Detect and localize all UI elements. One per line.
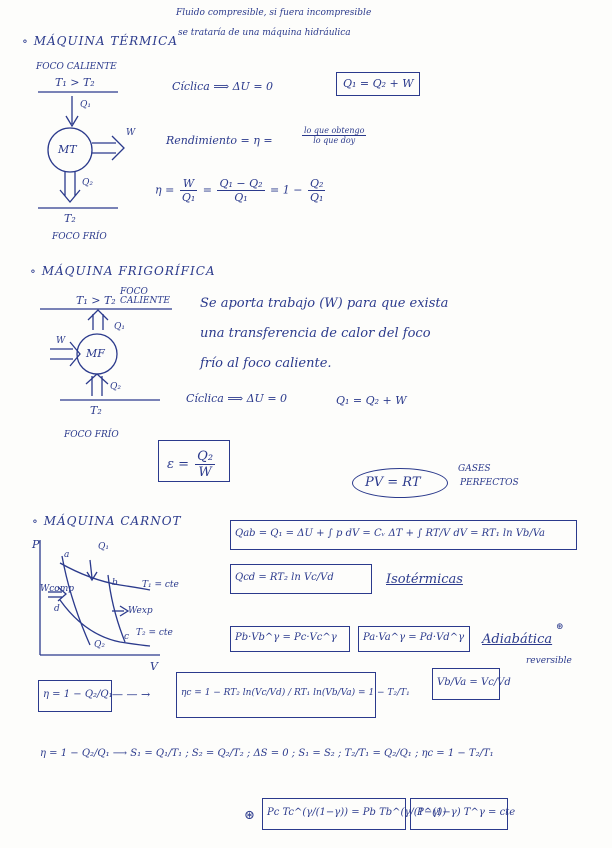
balance-eq: Q₁ = Q₂ + W bbox=[343, 77, 414, 90]
rendimiento-label: Rendimiento = η = bbox=[166, 134, 273, 147]
q2-arrow bbox=[60, 190, 80, 202]
eta-q-eq: η = 1 − Q₂/Q₁ bbox=[43, 689, 113, 700]
wexp-label: Wexp bbox=[128, 606, 153, 616]
t1-gt-t2: T₁ > T₂ bbox=[55, 76, 95, 89]
p-axis-label: P bbox=[32, 538, 40, 551]
t1-cte-label: T₁ = cte bbox=[142, 580, 179, 590]
note-line-2: se trataría de una máquina hidráulica bbox=[178, 28, 351, 38]
w-arrow bbox=[112, 136, 124, 160]
mf-t2-label: T₂ bbox=[90, 404, 102, 417]
note-line-1: Fluido compresible, si fuera incompresible bbox=[176, 8, 372, 18]
bullet-icon: ∘ bbox=[30, 264, 42, 278]
rend-num: lo que obtengo bbox=[304, 126, 365, 135]
ciclica-eq: Cíclica ⟹ ΔU = 0 bbox=[172, 80, 274, 93]
qcd-eq: Qcd = RT₂ ln Vc/Vd bbox=[235, 572, 334, 583]
mf-t1-gt-t2: T₁ > T₂ bbox=[76, 294, 116, 307]
eta-carnot-box bbox=[176, 672, 410, 718]
eq1-den: Q₁ bbox=[181, 191, 196, 204]
foco-caliente-label: FOCO CALIENTE bbox=[36, 62, 117, 72]
q2-label: Q₂ bbox=[82, 178, 93, 188]
t2-label: T₂ bbox=[64, 212, 76, 225]
gas-eq: PV = RT bbox=[365, 475, 421, 490]
adiabatica-label: Adiabática bbox=[482, 632, 553, 647]
adiab2-box bbox=[358, 626, 470, 652]
q1-abs-label: Q₁ bbox=[98, 542, 109, 552]
final-eq-2: P^(1−γ) T^γ = cte bbox=[417, 807, 516, 818]
mf-q1-arrow bbox=[88, 310, 108, 320]
eps-num: Q₂ bbox=[197, 449, 214, 464]
ratio-eq: Vb/Va = Vc/Vd bbox=[437, 677, 511, 688]
mf-w-label: W bbox=[56, 336, 66, 346]
qab-eq: Qab = Q₁ = ΔU + ∫ p dV = Cᵥ ΔT + ∫ RT/V dV = RT₁ ln Vb/Va bbox=[235, 528, 545, 539]
eq3-num: Q₂ bbox=[309, 177, 324, 190]
entropy-line: η = 1 − Q₂/Q₁ ⟶ S₁ = Q₁/T₁ ; S₂ = Q₂/T₂ ; ΔS = 0 ; S₁ = S₂ ; T₂/T₁ = Q₂/Q₁ ; ηc = 1 − T₂/T₁ bbox=[40, 748, 494, 759]
frigorifica-title: MÁQUINA FRIGORÍFICA bbox=[41, 264, 216, 278]
mf-foco-frio-label: FOCO FRÍO bbox=[64, 430, 119, 440]
eq1-num: W bbox=[180, 177, 197, 191]
mf-text-1: Se aporta trabajo (W) para que exista bbox=[200, 296, 449, 311]
reversible-label: reversible bbox=[526, 656, 572, 666]
adiab1-box bbox=[230, 626, 350, 652]
star-icon-2: ⊛ bbox=[244, 808, 255, 823]
adiab2-eq: Pa·Va^γ = Pd·Vd^γ bbox=[363, 632, 465, 643]
wcomp-label: Wcomp bbox=[40, 584, 75, 594]
bullet-icon: ∘ bbox=[32, 514, 44, 528]
mf-q1-label: Q₁ bbox=[114, 322, 125, 332]
mt-label: MT bbox=[58, 143, 77, 156]
point-c: c bbox=[124, 632, 130, 642]
mf-q2-arrow bbox=[86, 374, 108, 384]
eps-box bbox=[158, 440, 230, 482]
rend-den: lo que doy bbox=[313, 136, 356, 145]
termica-title: MÁQUINA TÉRMICA bbox=[33, 34, 179, 48]
adiab1-eq: Pb·Vb^γ = Pc·Vc^γ bbox=[235, 632, 337, 643]
section-title-termica bbox=[22, 34, 178, 48]
eta-carnot-eq: ηc = 1 − RT₂ ln(Vc/Vd) / RT₁ ln(Vb/Va) = 1 − T₂/T₁ bbox=[181, 688, 410, 698]
mf-label: MF bbox=[86, 347, 105, 360]
eps-sym: ε = bbox=[167, 457, 190, 472]
ratio-box bbox=[432, 668, 511, 700]
eps-eq bbox=[167, 449, 217, 480]
final-box bbox=[262, 798, 447, 830]
point-d: d bbox=[54, 604, 60, 614]
mf-ciclica-eq: Cíclica ⟹ ΔU = 0 bbox=[186, 392, 288, 405]
mf-text-2: una transferencia de calor del foco bbox=[200, 326, 431, 341]
foco-frio-label: FOCO FRÍO bbox=[52, 232, 107, 242]
q1-label: Q₁ bbox=[80, 100, 91, 110]
eq3-pre: = 1 − bbox=[270, 183, 303, 197]
gases-label: GASES bbox=[458, 464, 491, 474]
perfectos-label: PERFECTOS bbox=[460, 478, 519, 488]
t2-cte-label: T₂ = cte bbox=[136, 628, 173, 638]
star-icon: ⊛ bbox=[556, 622, 564, 632]
section-title-carnot bbox=[32, 514, 182, 528]
final-eq: Pc Tc^(γ/(1−γ)) = Pb Tb^(γ/(1−γ)) bbox=[267, 807, 447, 818]
mf-balance-eq: Q₁ = Q₂ + W bbox=[336, 394, 407, 407]
rendimiento-fraction bbox=[300, 126, 368, 145]
eta-sym: η = bbox=[155, 183, 175, 197]
q2-ced-label: Q₂ bbox=[94, 640, 105, 650]
eq2-num: Q₁ − Q₂ bbox=[219, 177, 263, 190]
w-label: W bbox=[126, 128, 136, 138]
eps-den: W bbox=[198, 465, 212, 480]
qab-box bbox=[230, 520, 577, 550]
balance-box bbox=[336, 72, 420, 96]
mf-foco-caliente-label: FOCO CALIENTE bbox=[120, 287, 170, 306]
section-title-frigorifica bbox=[30, 264, 216, 278]
mf-q2-label: Q₂ bbox=[110, 382, 121, 392]
isotermicas-label: Isotérmicas bbox=[386, 572, 463, 587]
final-box-2 bbox=[410, 798, 516, 830]
mf-text-3: frío al foco caliente. bbox=[200, 356, 332, 371]
arrow-1: — — → bbox=[112, 688, 151, 701]
bullet-icon: ∘ bbox=[22, 34, 34, 48]
point-a: a bbox=[64, 550, 70, 560]
eta-equation: η = $\frac{W}{\text{Q₁}}$ = $\frac{\text{Q₁ − Q₂}}{\text{Q₁}}$ = 1 − $\frac{\text{Q₂}}{\text{Q₁}}$ bbox=[155, 177, 324, 204]
eq2-den: Q₁ bbox=[234, 191, 248, 204]
point-b: b bbox=[112, 578, 118, 588]
eta-q-box bbox=[38, 680, 112, 712]
eq3-den: Q₁ bbox=[309, 191, 324, 204]
qcd-box bbox=[230, 564, 372, 594]
gas-ellipse bbox=[352, 468, 448, 498]
v-axis-label: V bbox=[150, 660, 158, 673]
adiabat-left bbox=[62, 556, 90, 645]
carnot-title: MÁQUINA CARNOT bbox=[43, 514, 182, 528]
